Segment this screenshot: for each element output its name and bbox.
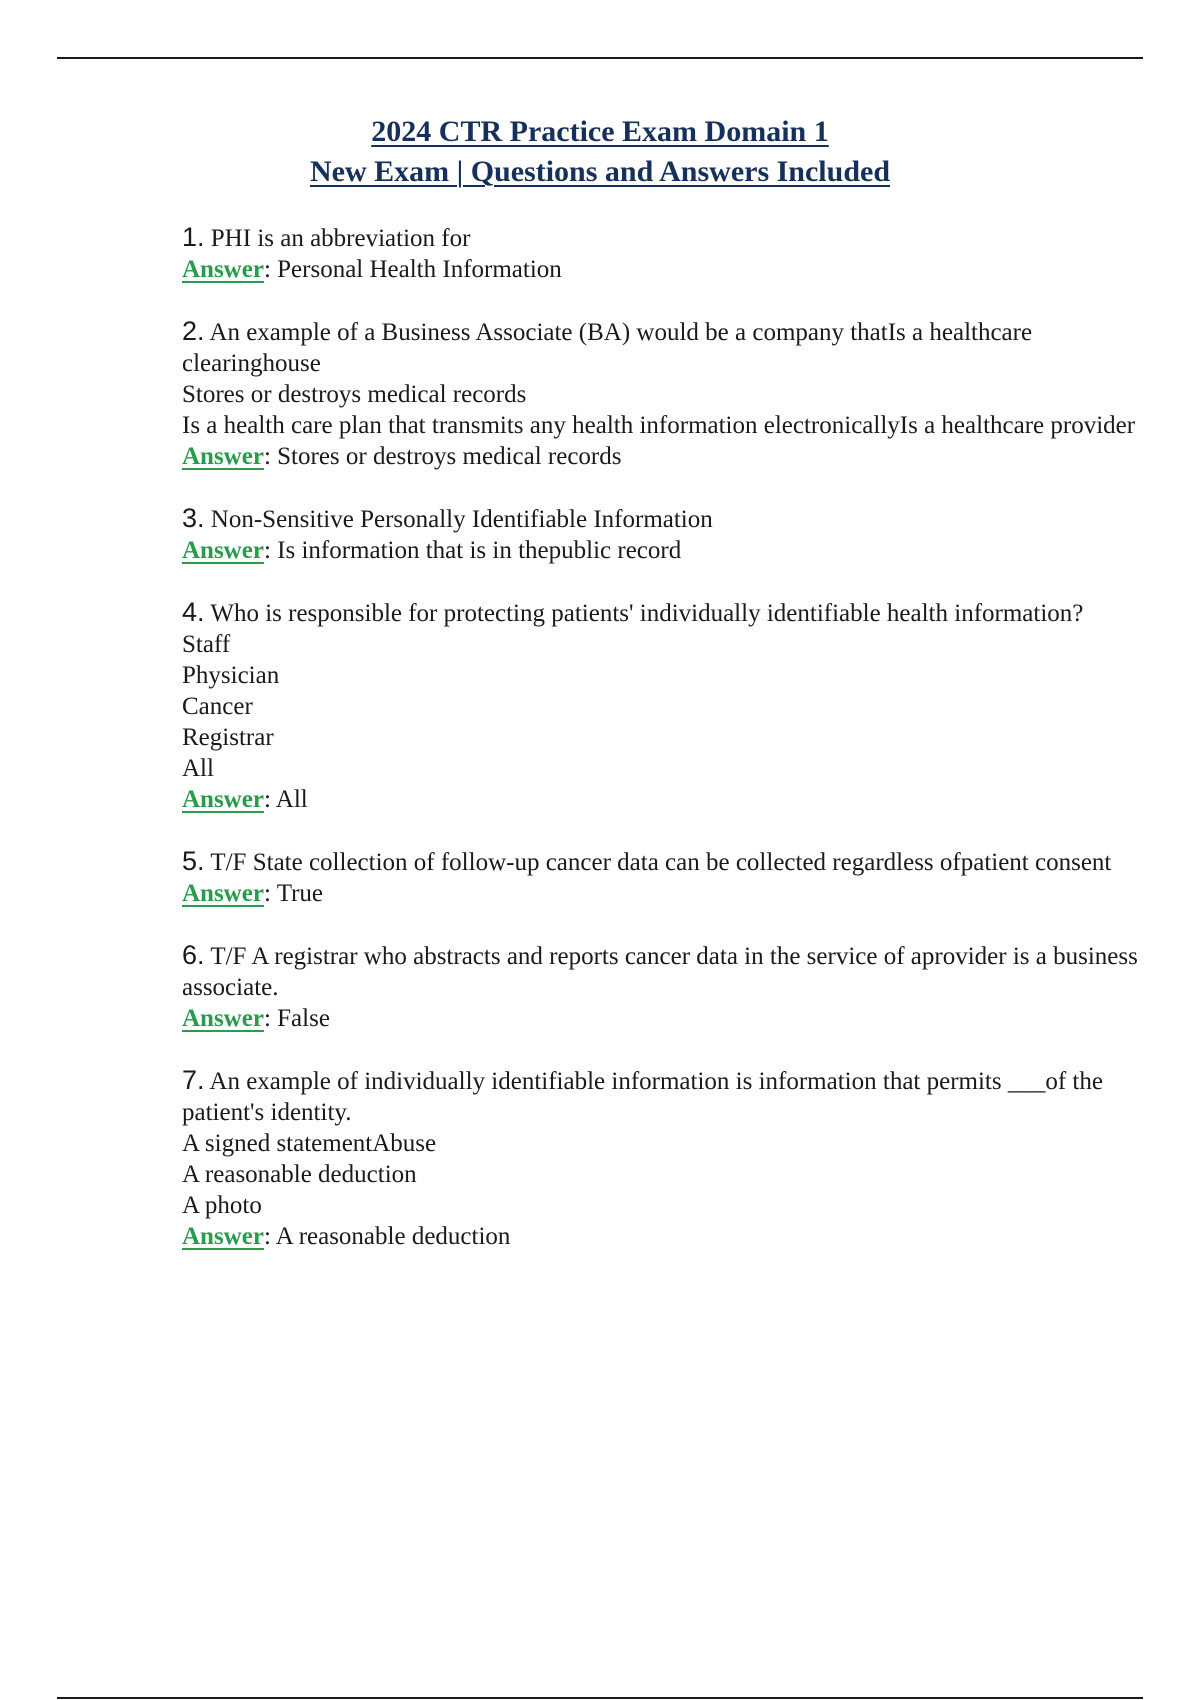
question-number: 6. [182, 940, 205, 970]
title-line-2: New Exam | Questions and Answers Included [309, 155, 891, 188]
title-line-1: 2024 CTR Practice Exam Domain 1 [371, 115, 829, 148]
question-5 [182, 846, 1142, 910]
option: Is a health care plan that transmits any health information electronicallyIs a healthcare provider [182, 412, 1136, 439]
question-number: 2. [182, 316, 205, 346]
question-stem: T/F State collection of follow-up cancer data can be collected regardless ofpatient consent [210, 849, 1112, 876]
option: Staff [182, 631, 231, 658]
question-text [182, 222, 1142, 254]
answer-label: Answer [182, 537, 264, 564]
question-text [182, 316, 1142, 379]
answer-text: False [277, 1005, 330, 1032]
option: A photo [182, 1192, 262, 1219]
option: A reasonable deduction [182, 1161, 417, 1188]
answer-line: Answer: Stores or destroys medical records [182, 443, 622, 470]
question-stem: An example of a Business Associate (BA) would be a company thatIs a healthcare clearinghouse [182, 319, 1033, 377]
answer-label: Answer [182, 1005, 264, 1032]
question-text [182, 1065, 1142, 1128]
answer-text: All [275, 786, 308, 813]
question-list [182, 222, 1142, 1283]
answer-line: Answer: Is information that is in thepublic record [182, 537, 682, 564]
answer-text: True [276, 880, 324, 907]
question-number: 3. [182, 503, 205, 533]
question-text [182, 940, 1142, 1003]
question-number: 7. [182, 1065, 205, 1095]
question-4 [182, 597, 1142, 816]
answer-label: Answer [182, 443, 264, 470]
question-number: 5. [182, 846, 205, 876]
question-1 [182, 222, 1142, 286]
question-number: 1. [182, 222, 205, 252]
answer-text: Stores or destroys medical records [277, 443, 622, 470]
answer-line: Answer: True [182, 880, 324, 907]
option: A signed statementAbuse [182, 1130, 437, 1157]
question-6 [182, 940, 1142, 1035]
top-rule [57, 57, 1143, 59]
question-stem: An example of individually identifiable information is information that permits ___of the patient's identity. [182, 1068, 1103, 1126]
question-text [182, 503, 1142, 535]
answer-text: A reasonable deduction [275, 1223, 511, 1250]
question-stem: PHI is an abbreviation for [210, 225, 471, 252]
bottom-rule [57, 1697, 1143, 1699]
question-number: 4. [182, 597, 205, 627]
answer-line: Answer: A reasonable deduction [182, 1223, 511, 1250]
answer-text: Is information that is in thepublic record [277, 537, 682, 564]
question-2 [182, 316, 1142, 473]
option: Stores or destroys medical records [182, 381, 527, 408]
document-title [0, 112, 1200, 192]
answer-label: Answer [182, 256, 264, 283]
question-stem: Non-Sensitive Personally Identifiable Information [210, 506, 713, 533]
question-stem: T/F A registrar who abstracts and reports cancer data in the service of aprovider is a business associate. [182, 943, 1138, 1001]
option: Physician [182, 662, 280, 689]
question-3 [182, 503, 1142, 567]
question-7 [182, 1065, 1142, 1253]
answer-line: Answer: False [182, 1005, 330, 1032]
answer-line: Answer: Personal Health Information [182, 256, 562, 283]
question-text [182, 597, 1142, 629]
answer-text: Personal Health Information [277, 256, 562, 283]
answer-line: Answer: All [182, 786, 308, 813]
option: Registrar [182, 724, 274, 751]
answer-label: Answer [182, 786, 264, 813]
option: All [182, 755, 214, 782]
answer-label: Answer [182, 1223, 264, 1250]
question-text [182, 846, 1142, 878]
answer-label: Answer [182, 880, 264, 907]
question-stem: Who is responsible for protecting patients' individually identifiable health information? [210, 600, 1084, 627]
option: Cancer [182, 693, 253, 720]
